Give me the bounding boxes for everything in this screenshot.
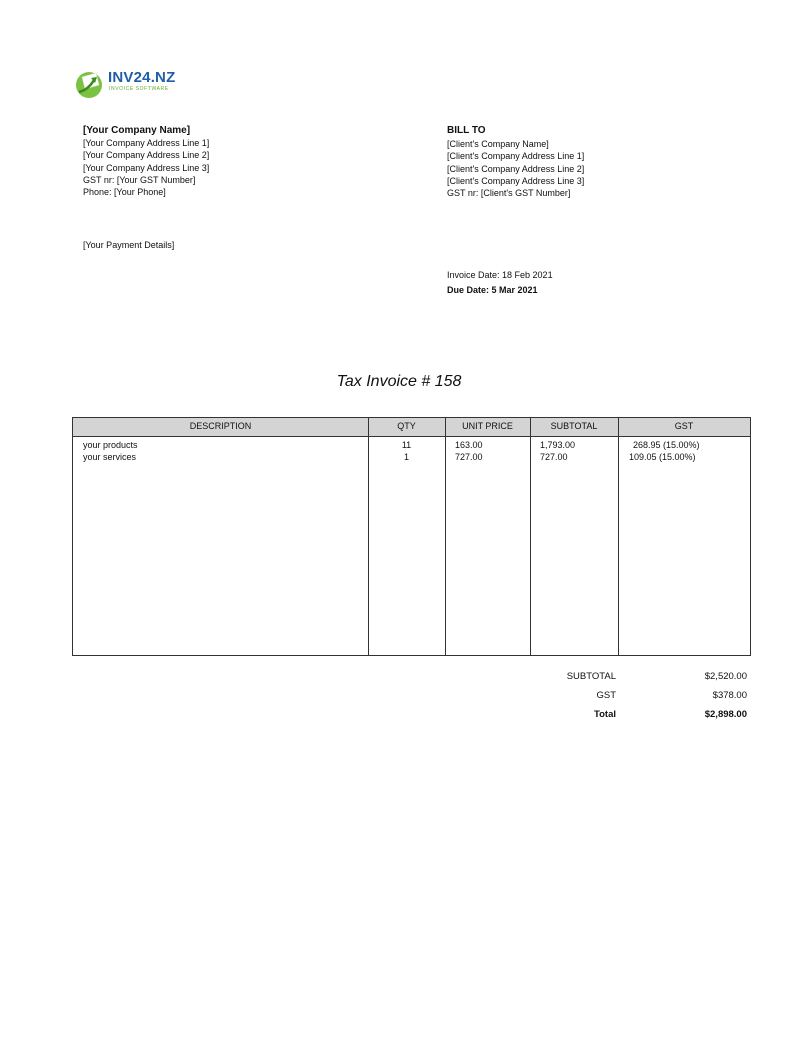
column-divider [618,418,619,655]
row-gst: 109.05 (15.00%) [629,452,696,462]
row-unit-price: 727.00 [455,452,483,462]
bill-to-label: BILL TO [447,125,486,136]
client-address-line: [Client's Company Address Line 1] [447,151,585,162]
company-logo [74,66,184,100]
sender-gst-number: GST nr: [Your GST Number] [83,174,196,185]
row-description: your products [83,440,138,450]
gst-label: GST [596,690,616,701]
client-gst-number: GST nr: [Client's GST Number] [447,188,571,199]
subtotal-label: SUBTOTAL [566,671,616,682]
invoice-arrow-icon [74,68,106,100]
sender-address-line: [Your Company Address Line 3] [83,162,210,173]
sender-phone: Phone: [Your Phone] [83,187,166,198]
logo-text: INV24.NZ [108,69,176,86]
row-subtotal: 727.00 [540,452,568,462]
client-address-line: [Client's Company Address Line 2] [447,163,585,174]
bill-to-address [447,124,584,199]
logo-subtext: INVOICE SOFTWARE [109,86,169,92]
client-company-name: [Client's Company Name] [447,139,549,149]
line-items-table [72,417,751,656]
header-qty: QTY [397,421,416,431]
gst-value: $378.00 [712,690,747,701]
row-description: your services [83,452,137,462]
total-value: $2,898.00 [704,709,747,720]
sender-address-line: [Your Company Address Line 1] [83,138,210,148]
payment-details: [Your Payment Details] [83,240,175,250]
invoice-date: Invoice Date: 18 Feb 2021 [447,270,553,280]
row-unit-price: 163.00 [455,440,483,450]
subtotal-value: $2,520.00 [704,671,747,682]
sender-address-line: [Your Company Address Line 2] [83,150,210,161]
due-date: Due Date: 5 Mar 2021 [447,285,538,295]
sender-company-name: [Your Company Name] [83,125,191,136]
column-divider [530,418,531,655]
row-qty: 11 [401,440,412,450]
sender-address [83,124,209,198]
client-address-line: [Client's Company Address Line 3] [447,175,585,186]
header-description: DESCRIPTION [189,421,252,431]
row-subtotal: 1,793.00 [540,440,576,450]
header-unit-price: UNIT PRICE [462,421,513,431]
row-qty: 1 [403,452,409,462]
invoice-title: Tax Invoice # 158 [336,373,462,390]
header-gst: GST [674,421,694,431]
column-divider [445,418,446,655]
invoice-dates [447,268,553,298]
header-subtotal: SUBTOTAL [550,421,598,431]
row-gst: 268.95 (15.00%) [633,440,700,450]
total-label: Total [594,709,616,720]
